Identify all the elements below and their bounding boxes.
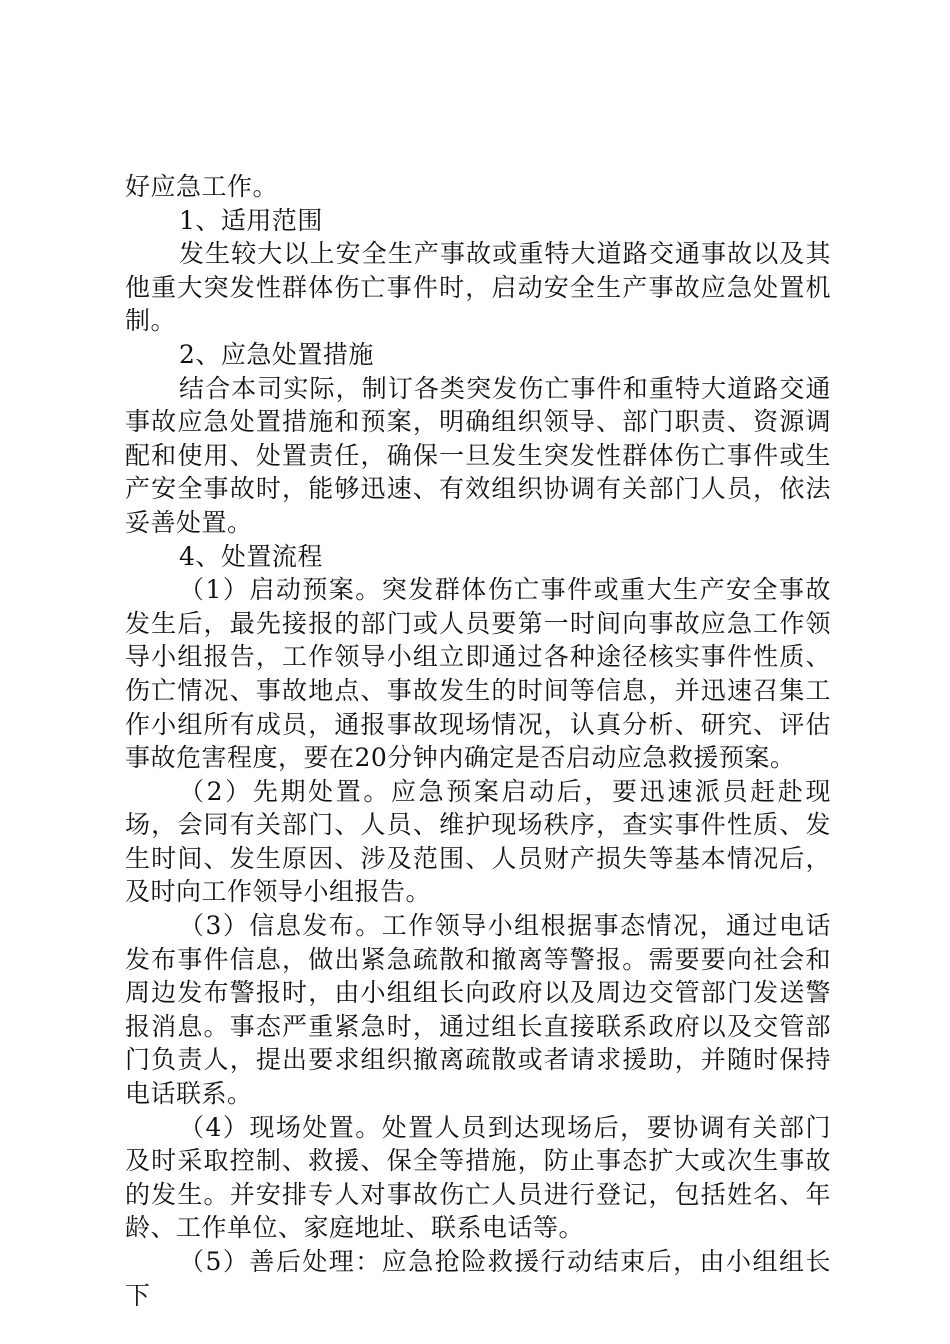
paragraph-step-5: （5）善后处理：应急抢险救援行动结束后，由小组组长下 (125, 1247, 831, 1310)
paragraph-step-3: （3）信息发布。工作领导小组根据事态情况，通过电话发布事件信息，做出紧急疏散和撤离等警报。需要要向社会和周边发布警报时，由小组组长向政府以及周边交管部门发送警报消息。事态严重紧急时，通过组长直接联系政府以及交管部门负责人，提出要求组织撤离疏散或者请求援助，并随时保持电话联系。 (125, 911, 831, 1109)
paragraph-scope: 发生较大以上安全生产事故或重特大道路交通事故以及其他重大突发性群体伤亡事件时，启动安全生产事故应急处置机制。 (125, 239, 831, 336)
paragraph-step-2: （2）先期处置。应急预案启动后，要迅速派员赶赴现场，会同有关部门、人员、维护现场秩序，查实事件性质、发生时间、发生原因、涉及范围、人员财产损失等基本情况后，及时向工作领导小组报告。 (125, 776, 831, 907)
heading-process: 4、处置流程 (179, 541, 323, 571)
paragraph-continuation: 好应急工作。 (125, 172, 279, 201)
document-body (125, 170, 831, 1312)
paragraph-measures: 结合本司实际，制订各类突发伤亡事件和重特大道路交通事故应急处置措施和预案，明确组织领导、部门职责、资源调配和使用、处置责任，确保一旦发生突发性群体伤亡事件或生产安全事故时，能够迅速、有效组织协调有关部门人员，依法妥善处置。 (125, 373, 831, 537)
paragraph-step-1: （1）启动预案。突发群体伤亡事件或重大生产安全事故发生后，最先接报的部门或人员要第一时间向事故应急工作领导小组报告，工作领导小组立即通过各种途径核实事件性质、伤亡情况、事故地点、事故发生的时间等信息，并迅速召集工作小组所有成员，通报事故现场情况，认真分析、研究、评估事故危害程度，要在20分钟内确定是否启动应急救援预案。 (125, 575, 831, 773)
heading-scope: 1、适用范围 (179, 205, 323, 235)
paragraph-step-4: （4）现场处置。处置人员到达现场后，要协调有关部门及时采取控制、救援、保全等措施，防止事态扩大或次生事故的发生。并安排专人对事故伤亡人员进行登记，包括姓名、年龄、工作单位、家庭地址、联系电话等。 (125, 1112, 831, 1243)
heading-measures: 2、应急处置措施 (179, 339, 374, 369)
